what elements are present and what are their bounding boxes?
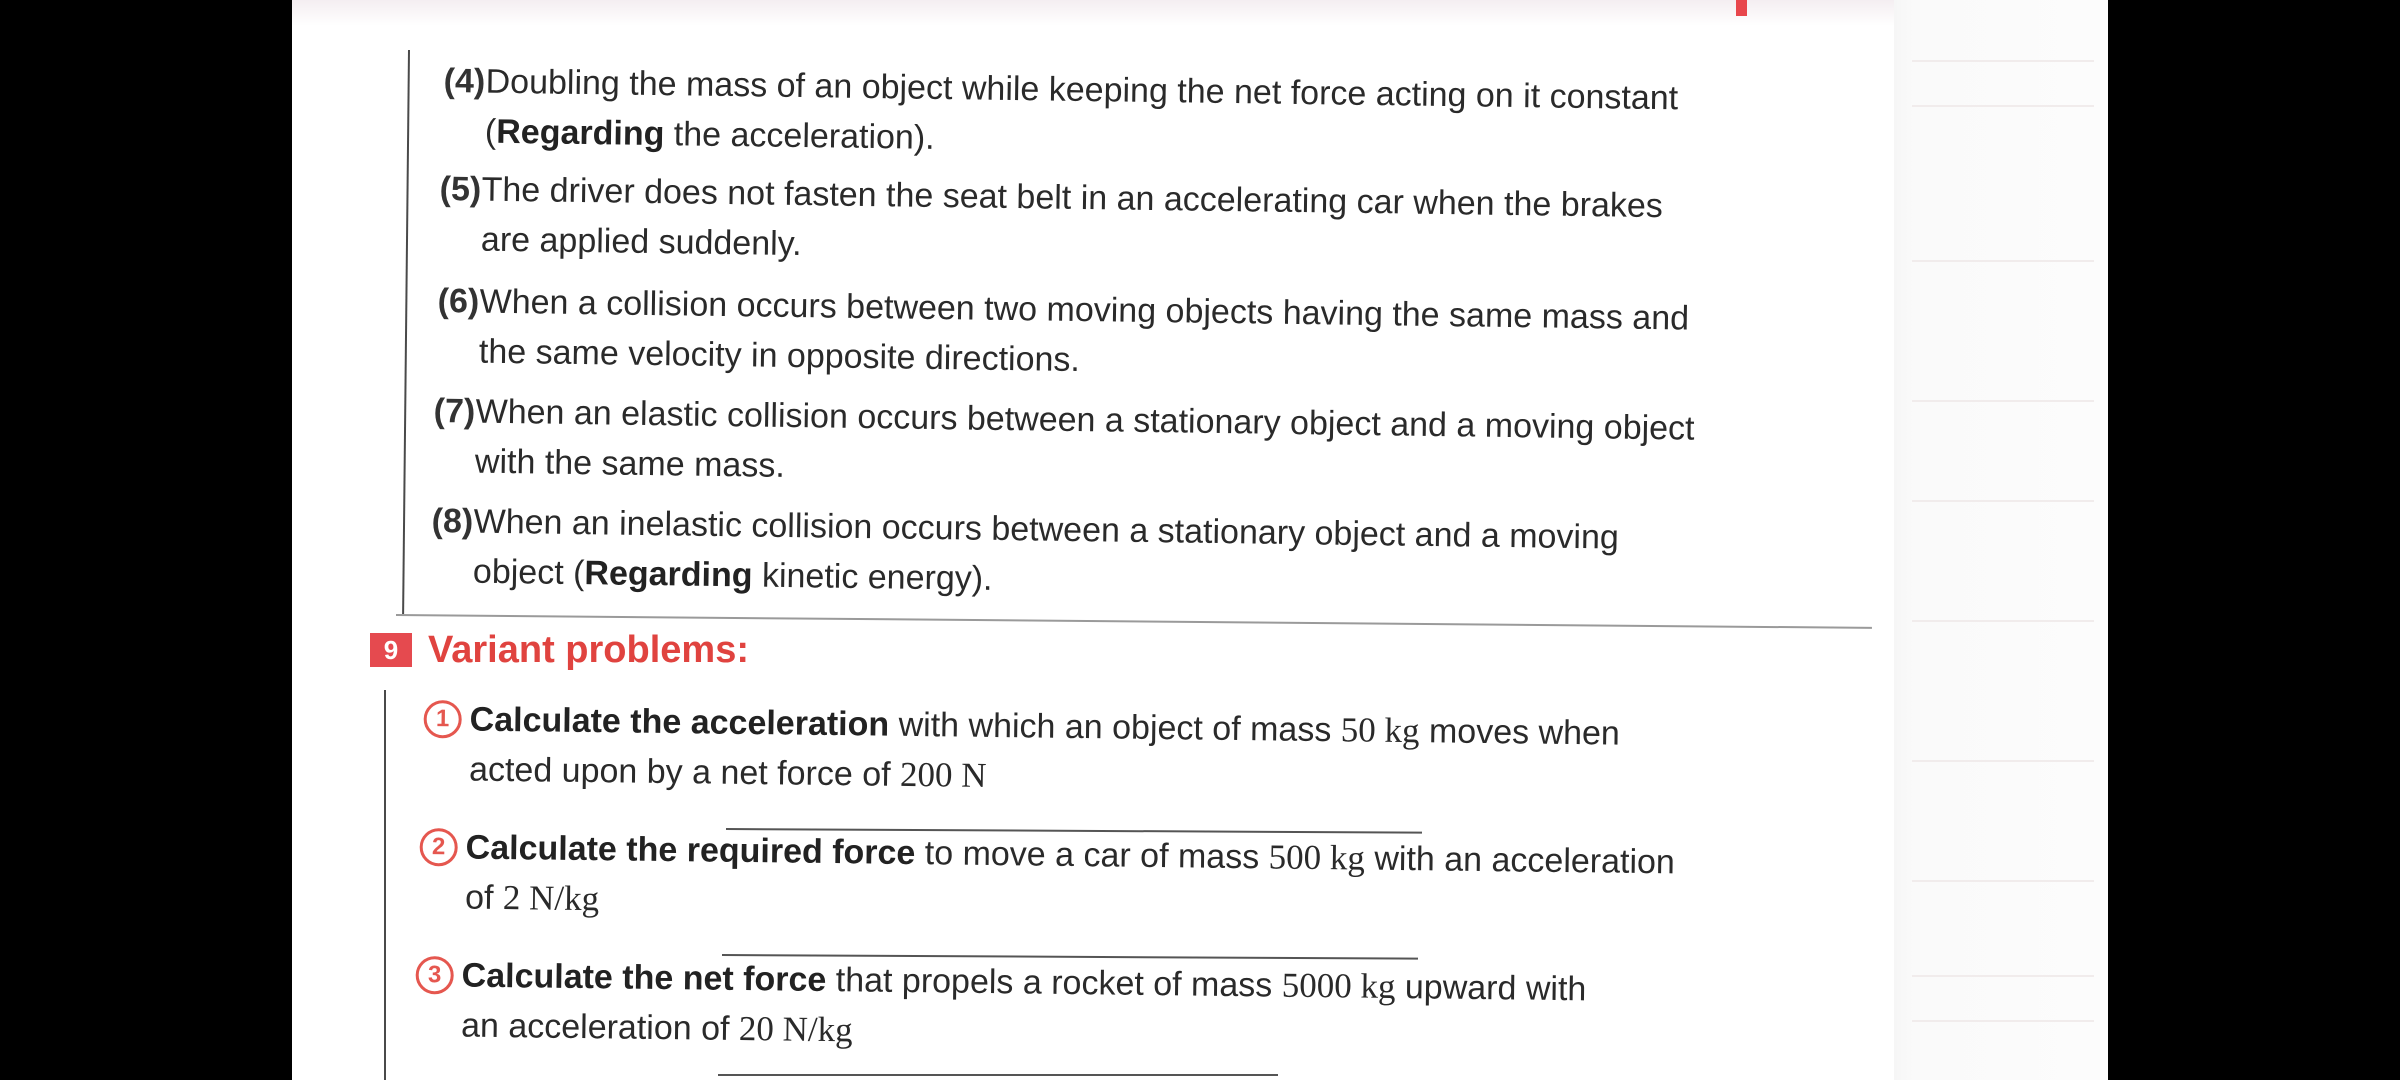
problem-text-line2: acted upon by a net force of 200 N [468,750,987,795]
question-text-line1: Doubling the mass of an object while keeping the net force acting on it constant [485,62,1679,118]
section-title: Variant problems: [428,629,749,671]
question-text-line2: with the same mass. [474,442,786,485]
question-text-line1: When a collision occurs between two moving objects having the same mass and [479,282,1690,338]
left-rule-lower [384,690,386,1080]
problem-number-circle: 3 [415,956,453,994]
page-top-shade [292,0,1894,26]
problem-2 [420,822,1840,919]
mass-value: 500 kg [1268,837,1366,878]
document-page [292,0,2108,1080]
question-number: (8) [431,501,474,541]
question-6 [437,276,1858,379]
left-rule-upper [402,50,410,614]
question-text-line1: When an inelastic collision occurs between a stationary object and a moving [473,502,1620,557]
question-number: (7) [433,391,476,431]
acceleration-value: 20 N/kg [738,1008,853,1050]
problem-text-line1: Calculate the net force that propels a rocket of mass 5000 kg upward with [461,956,1587,1009]
section-number-badge: 9 [370,633,412,667]
question-text-line2: object (Regarding kinetic energy). [472,552,993,598]
question-7 [433,386,1854,485]
problem-text-line2: an acceleration of 20 N/kg [460,1006,853,1050]
question-8 [431,496,1852,598]
mass-value: 50 kg [1340,710,1420,751]
problem-number-circle: 1 [423,700,461,738]
corner-marker [1736,0,1747,16]
acceleration-value: 2 N/kg [502,878,600,919]
problem-text-line2: of 2 N/kg [464,878,600,919]
problem-3 [416,950,1836,1050]
question-text-line1: The driver does not fasten the seat belt in an accelerating car when the brakes [481,170,1664,226]
question-5 [439,164,1860,264]
problem-text-line1: Calculate the acceleration with which an object of mass 50 kg moves when [469,700,1621,753]
question-text-line1: When an elastic collision occurs between a stationary object and a moving object [475,392,1695,448]
question-text-line2: are applied suddenly. [480,220,802,264]
regarding-label: Regarding [496,112,665,154]
question-4 [443,56,1864,157]
question-number: (5) [439,169,482,209]
question-text-line2: (Regarding the acceleration). [484,112,935,157]
force-value: 200 N [899,754,987,795]
problem-1 [424,694,1844,795]
page-margin [1894,0,2108,1080]
question-text-line2: the same velocity in opposite directions. [478,332,1081,379]
problem-number-circle: 2 [419,828,457,866]
regarding-label: Regarding [584,554,753,595]
answer-line [718,1074,1278,1076]
question-number: (4) [443,61,486,101]
question-number: (6) [437,281,480,321]
mass-value: 5000 kg [1281,965,1396,1006]
problem-text-line1: Calculate the required force to move a car of mass 500 kg with an acceleration [465,828,1676,882]
